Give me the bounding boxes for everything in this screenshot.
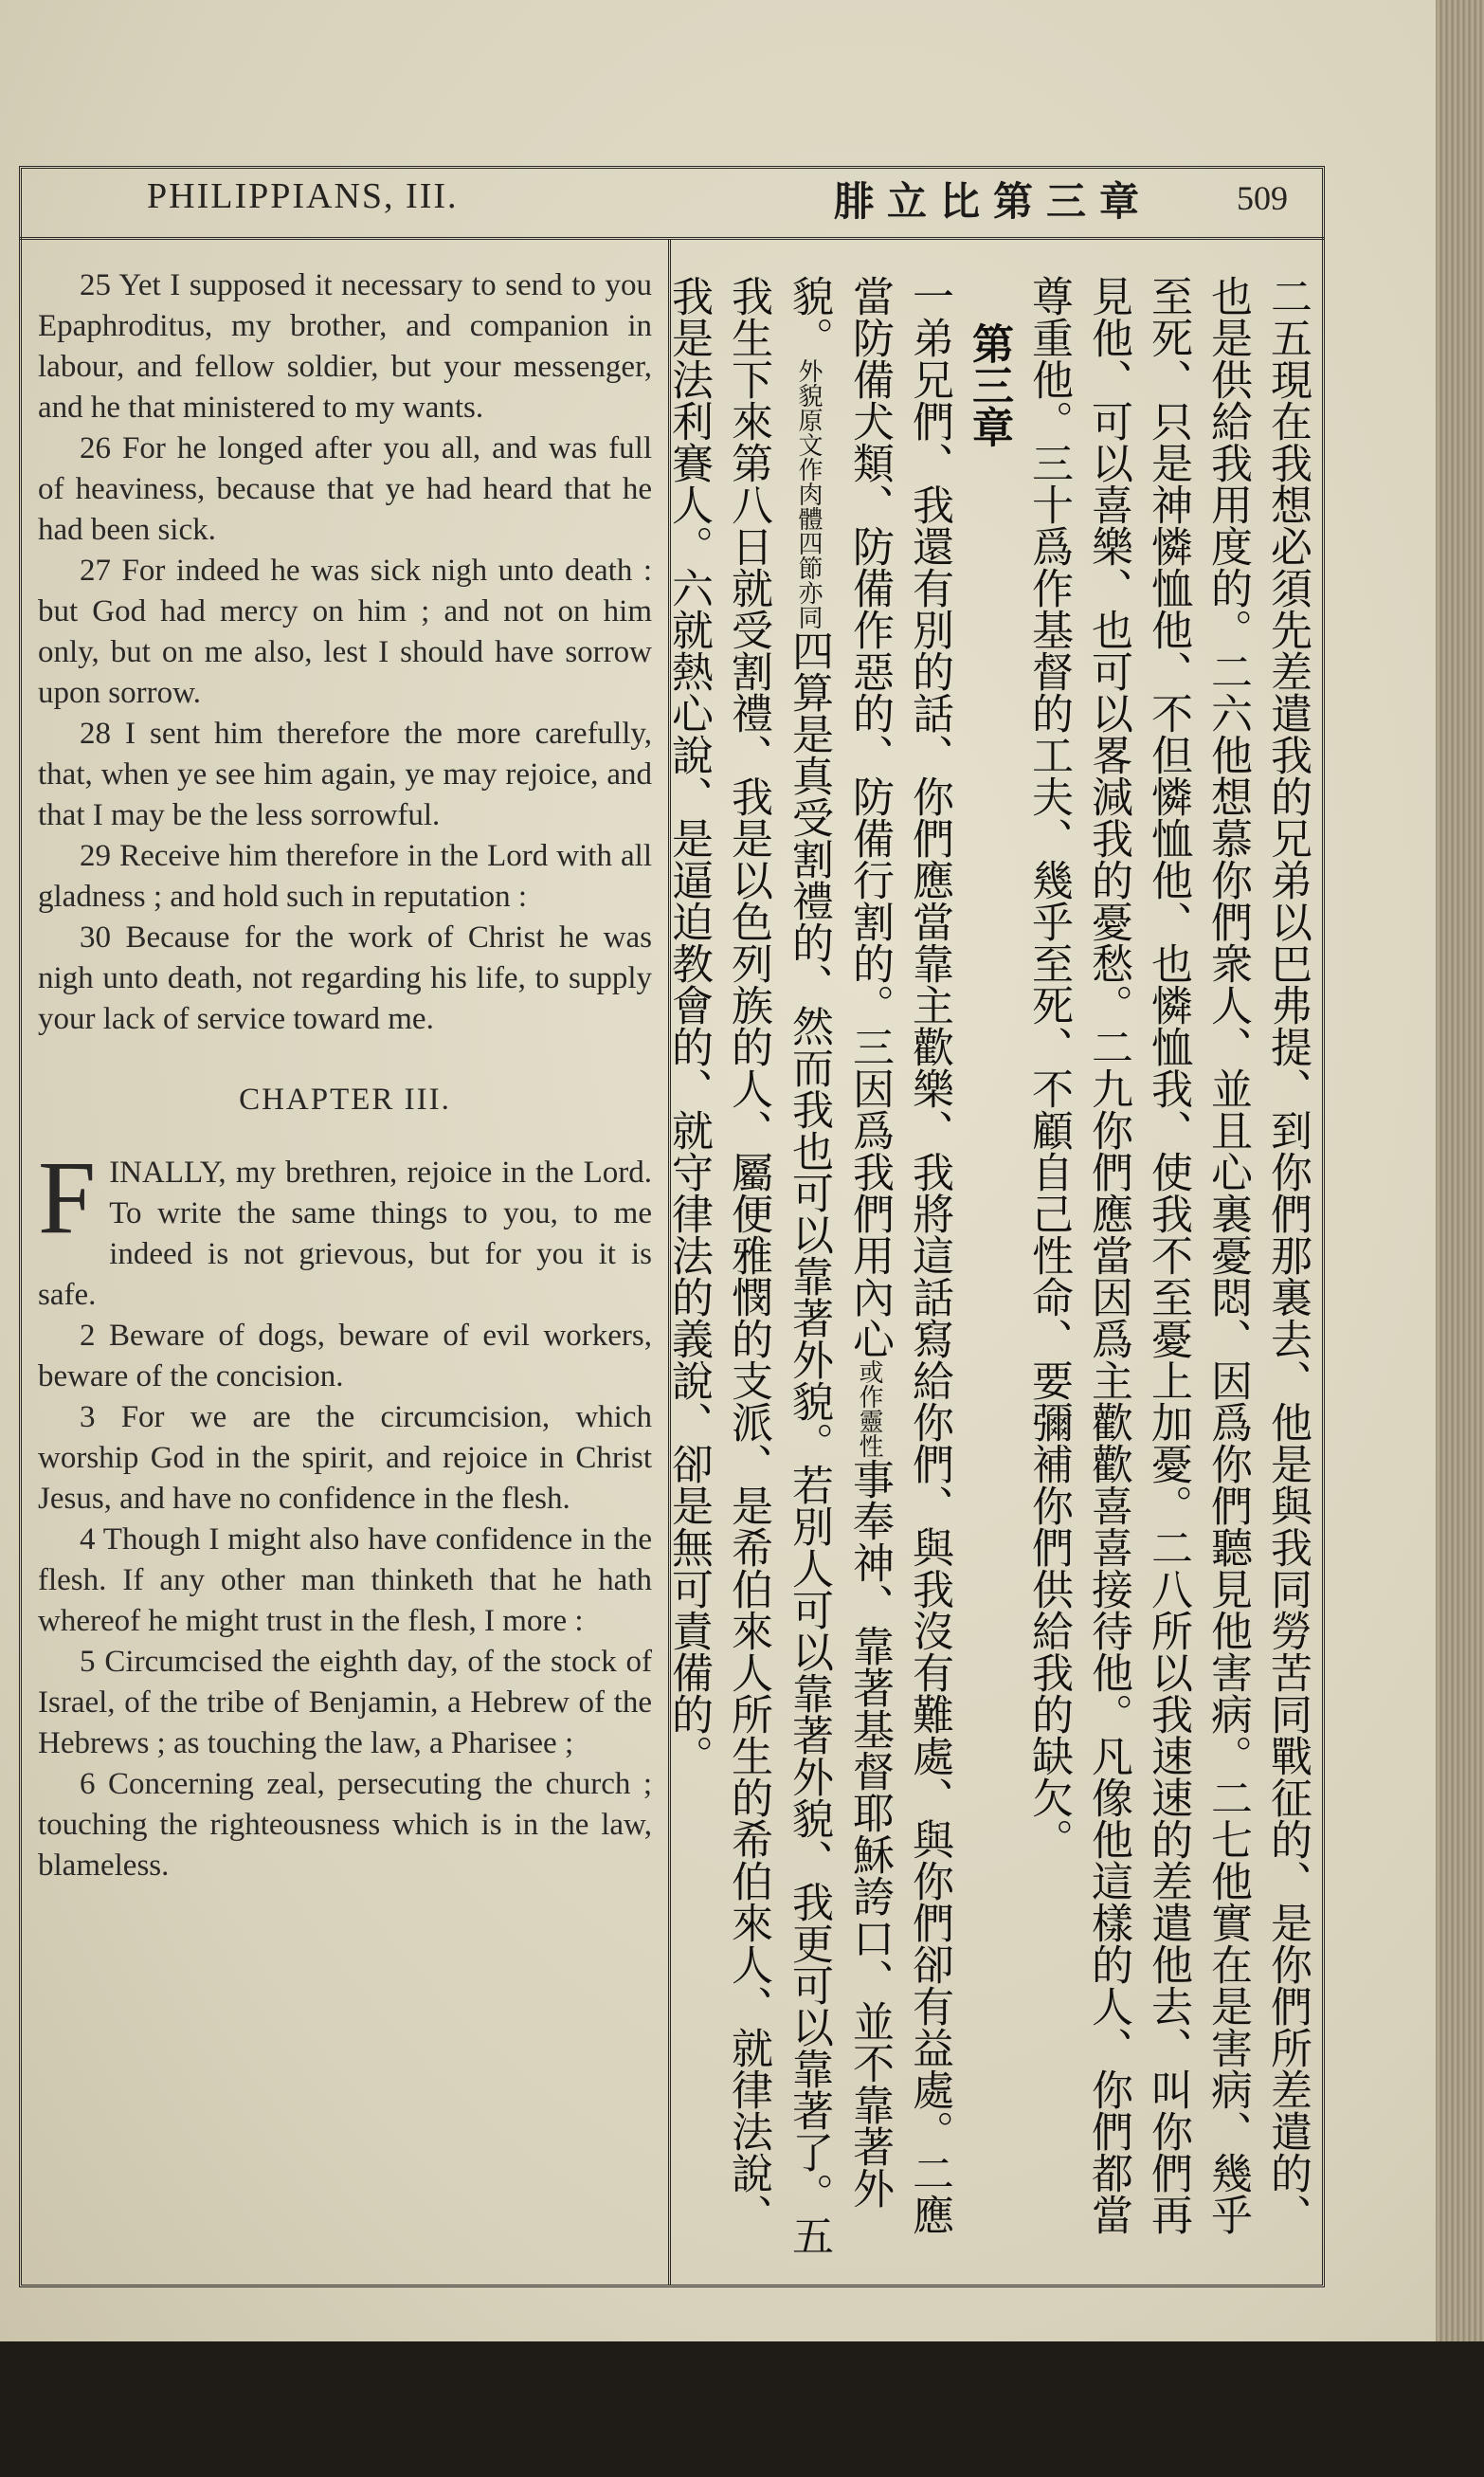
running-head-chinese: 腓立比第三章 (834, 178, 1153, 225)
verse-3-1-text: INALLY, my brethren, rejoice in the Lord. To write the same things to you, to me indeed is not grievous, but for you it is safe. (38, 1156, 652, 1312)
chinese-verses-3-4-6: 四算是真受割禮的、然而我也可以靠著外貌。若別人可以靠著外貌、我更可以靠著了。五我生下來第八日就受割禮、我是以色列族的人、屬便雅憫的支派、是希伯來人所生的希伯來人、就律法說、我是法利賽人。六就熱心說、是逼迫教會的、就守律法的義說、卻是無可責備的。 (664, 275, 833, 2256)
chinese-annotation-flesh: 外貌原文作肉體四節亦同 (794, 358, 823, 629)
verse-3-4: 4 Though I might also have confidence in the flesh. If any other man thinketh that he hath whereof he might trust in the flesh, I more : (38, 1522, 652, 1638)
drop-cap: F (38, 1139, 97, 1255)
chinese-column (664, 275, 1317, 2275)
verse-3-1 (38, 1139, 652, 1316)
verse-2-25: 25 Yet I supposed it necessary to send to you Epaphroditus, my brother, and companion in labour, and fellow soldier, but your messenger, and he that ministered to my wants. (38, 268, 652, 425)
verse-2-27: 27 For indeed he was sick nigh unto death : but God had mercy on him ; and not on him only, but on me also, lest I should have sorrow upon sorrow. (38, 554, 652, 710)
verse-3-2: 2 Beware of dogs, beware of evil workers, beware of the concision. (38, 1319, 652, 1393)
english-column (38, 265, 652, 2275)
chinese-chapter-heading: 第三章 (965, 322, 1013, 447)
verse-2-28: 28 I sent him therefore the more carefully, that, when ye see him again, ye may rejoice, and that I may be the less sorrowful. (38, 717, 652, 832)
running-head-english: PHILIPPIANS, III. (147, 176, 459, 216)
page-number: 509 (1237, 179, 1288, 217)
verse-3-3: 3 For we are the circumcision, which worship God in the spirit, and rejoice in Christ Jesus, and have no confidence in the flesh. (38, 1400, 652, 1516)
chinese-verse-3-3-cont: 事奉神、靠著基督耶穌誇口、並不靠著外貌。 (785, 275, 894, 2209)
verse-2-30: 30 Because for the work of Christ he was nigh unto death, not regarding his life, to supply your lack of service toward me. (38, 920, 652, 1036)
header-rule (19, 237, 1325, 240)
verse-3-6: 6 Concerning zeal, persecuting the church ; touching the righteousness which is in the law, blameless. (38, 1767, 652, 1883)
chinese-annotation-spirit: 或作靈性 (855, 1359, 883, 1458)
chinese-verses-3-1-3: 一弟兄們、我還有別的話、你們應當靠主歡樂、我將這話寫給你們、與我沒有難處、與你們卻有益處。二應當防備犬類、防備作惡的、防備行割的。三因爲我們用內心 (845, 275, 953, 2235)
verse-2-29: 29 Receive him therefore in the Lord with all gladness ; and hold such in reputation : (38, 839, 652, 914)
chapter-heading: CHAPTER III. (239, 1083, 451, 1117)
chinese-chapter-3-verses (659, 275, 959, 2275)
page-edge (1436, 0, 1484, 2341)
verse-3-5: 5 Circumcised the eighth day, of the stock of Israel, of the tribe of Benjamin, a Hebrew of the Hebrews ; as touching the law, a Pharisee ; (38, 1645, 652, 1760)
verse-2-26: 26 For he longed after you all, and was full of heaviness, because that ye had heard that he had been sick. (38, 431, 652, 547)
chinese-chapter-2-verses: 二五現在我想必須先差遣我的兄弟以巴弗提、到你們那裏去、他是與我同勞苦同戰征的、是你們所差遣的、也是供給我用度的。二六他想慕你們衆人、並且心裏憂悶、因爲你們聽見他害病。二七他實在是害病、幾乎至死、只是神憐恤他、不但憐恤他、也憐恤我、使我不至憂上加憂。二八所以我速速的差遣他去、叫你們再見他、可以喜樂、也可以畧減我的憂愁。二九你們應當因爲主歡歡喜喜接待他。凡像他這樣的人、你們都當尊重他。三十爲作基督的工夫、幾乎至死、不顧自己性命、要彌補你們供給我的缺欠。 (1024, 275, 1312, 2235)
